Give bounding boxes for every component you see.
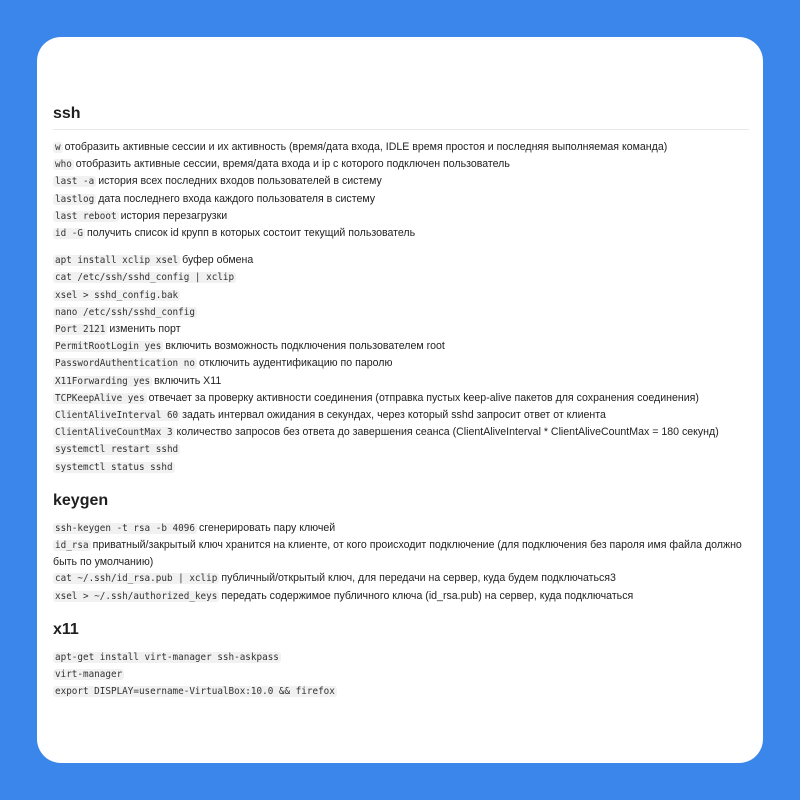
command-line (53, 649, 749, 666)
command-line (53, 269, 749, 286)
inline-code: last reboot (55, 210, 117, 222)
command-line (53, 520, 749, 537)
inline-code: w (55, 142, 61, 153)
command-line (53, 537, 749, 570)
command-line (53, 252, 749, 269)
command-description: включить X11 (154, 374, 222, 387)
inline-code: who (55, 159, 72, 171)
inline-code: lastlog (55, 193, 95, 205)
section-heading: keygen (53, 491, 109, 509)
command-line (53, 683, 749, 700)
inline-code: xsel > sshd_config.bak (55, 289, 179, 301)
command-description: отключить аудентификацию по паролю (198, 357, 393, 370)
command-line (53, 304, 749, 321)
command-description: история перезагрузки (120, 209, 228, 222)
inline-code: ClientAliveInterval 60 (55, 410, 179, 422)
command-line (53, 666, 749, 683)
command-line (53, 441, 749, 458)
inline-code: apt install xclip xsel (55, 255, 179, 267)
command-line (53, 424, 749, 441)
command-description: приватный/закрытый ключ хранится на клиенте, от кого происходит подключение (для подключения без пароля имя файла должно быть по умолчанию) (53, 539, 742, 569)
inline-code: PasswordAuthentication no (55, 358, 195, 370)
command-line (53, 173, 749, 190)
command-line (53, 225, 749, 242)
command-line (53, 588, 749, 605)
section-heading: ssh (53, 105, 749, 130)
command-group (53, 520, 749, 605)
command-group (53, 649, 749, 701)
command-line (53, 355, 749, 372)
inline-code: PermitRootLogin yes (55, 341, 162, 353)
command-description: сгенерировать пару ключей (198, 521, 336, 534)
section-heading: x11 (53, 620, 79, 638)
command-description: история всех последних входов пользователей в систему (98, 175, 382, 188)
inline-code: export DISPLAY=username-VirtualBox:10.0 && firefox (55, 686, 335, 698)
inline-code: id -G (55, 228, 83, 240)
inline-code: cat ~/.ssh/id_rsa.pub | xclip (55, 573, 218, 585)
inline-code: X11Forwarding yes (55, 375, 151, 387)
command-line (53, 139, 749, 156)
command-line (53, 459, 749, 476)
inline-code: Port 2121 (55, 324, 106, 336)
command-description: дата последнего входа каждого пользователя в систему (98, 192, 376, 205)
inline-code: apt-get install virt-manager ssh-askpass (55, 651, 279, 663)
command-description: количество запросов без ответа до завершения сеанса (ClientAliveInterval * ClientAliveCountMax = 180 секунд) (176, 426, 719, 439)
note-content (53, 105, 749, 710)
inline-code: virt-manager (55, 669, 123, 681)
command-line (53, 287, 749, 304)
command-line (53, 156, 749, 173)
command-group (53, 139, 749, 242)
inline-code: TCPKeepAlive yes (55, 392, 145, 404)
inline-code: systemctl status sshd (55, 461, 173, 473)
command-line (53, 407, 749, 424)
command-line (53, 208, 749, 225)
command-line (53, 570, 749, 587)
command-description: отвечает за проверку активности соединения (отправка пустых keep-alive пакетов для сохранения соединения) (148, 391, 699, 404)
command-description: передать содержимое публичного ключа (id_rsa.pub) на сервер, куда подключаться (221, 589, 634, 602)
inline-code: cat /etc/ssh/sshd_config | xclip (55, 272, 235, 284)
command-group (53, 252, 749, 476)
command-description: отобразить активные сессии и их активность (время/дата входа, IDLE время простоя и последняя выполняемая команда) (64, 141, 668, 153)
note-card (37, 37, 763, 763)
command-description: получить список id крупп в которых состоит текущий пользователь (87, 227, 416, 240)
inline-code: xsel > ~/.ssh/authorized_keys (55, 590, 218, 602)
command-line (53, 373, 749, 390)
inline-code: id_rsa (55, 540, 89, 552)
inline-code: systemctl restart sshd (55, 444, 179, 456)
inline-code: ssh-keygen -t rsa -b 4096 (55, 522, 195, 534)
inline-code: nano /etc/ssh/sshd_config (55, 306, 195, 318)
inline-code: ClientAliveCountMax 3 (55, 427, 173, 439)
command-line (53, 390, 749, 407)
command-line (53, 321, 749, 338)
command-description: задать интервал ожидания в секундах, через который sshd запросит ответ от клиента (182, 409, 606, 422)
command-description: публичный/открытый ключ, для передачи на сервер, куда будем подключаться3 (221, 572, 616, 585)
command-description: изменить порт (109, 323, 181, 336)
command-line (53, 191, 749, 208)
command-description: включить возможность подключения пользователем root (165, 340, 445, 353)
command-description: отобразить активные сессии, время/дата входа и ip с которого подключен пользователь (75, 158, 510, 171)
command-line (53, 338, 749, 355)
inline-code: last -a (55, 176, 95, 188)
command-description: буфер обмена (182, 254, 254, 267)
